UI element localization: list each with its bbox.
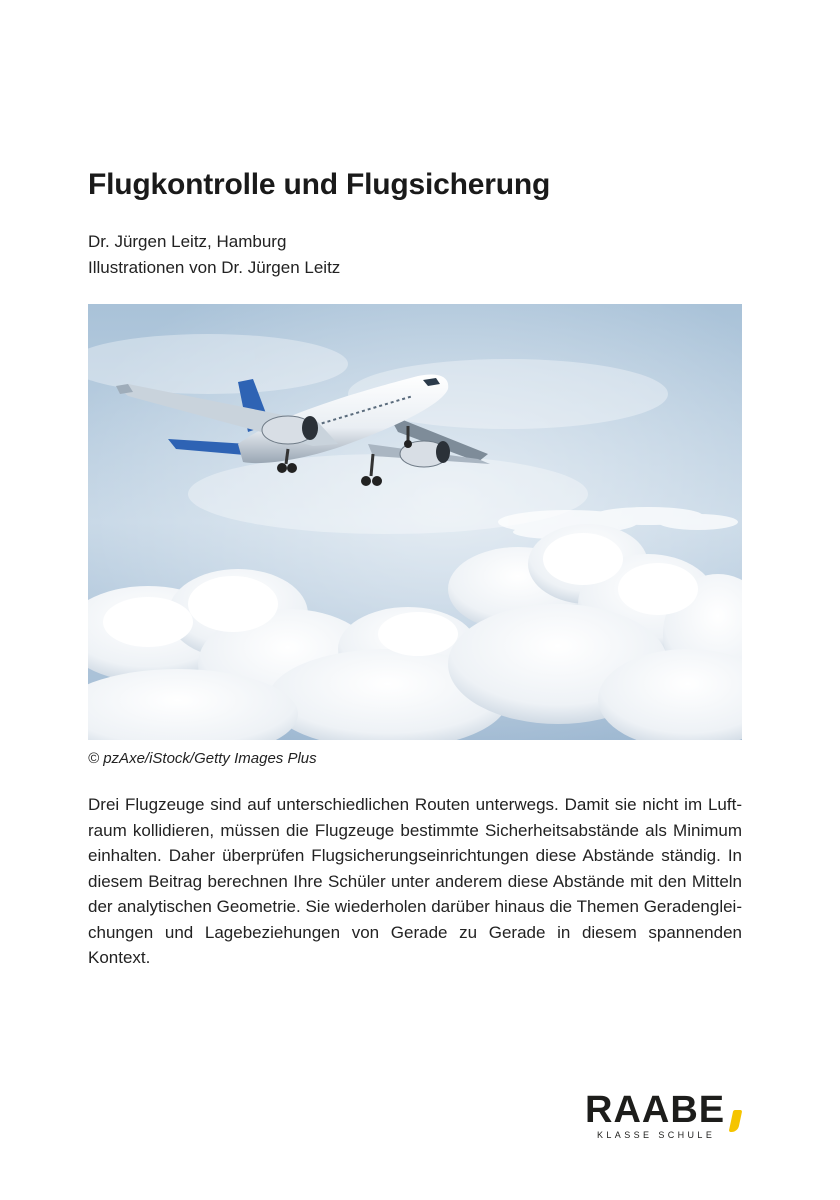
author-line: Dr. Jürgen Leitz, Hamburg: [88, 232, 287, 251]
page-title: Flugkontrolle und Flugsicherung: [88, 168, 551, 201]
airplane-in-clouds-image: [88, 304, 742, 740]
raabe-logo: [585, 1090, 755, 1140]
logo-wordmark: RAABE: [585, 1089, 726, 1131]
photo-credit: © pzAxe/iStock/Getty Images Plus: [88, 750, 317, 767]
airplane-photo: [88, 304, 742, 740]
author-block: [88, 229, 340, 281]
logo-comma-icon: [729, 1110, 743, 1132]
illustrator-line: Illustrationen von Dr. Jürgen Leitz: [88, 258, 341, 277]
intro-paragraph: Drei Flugzeuge sind auf unterschiedlichen Routen unterwegs. Damit sie nicht im Luftraum kollidieren, müssen die Flugzeuge bestimmte Sicherheitsabstände als Minimum einhalten. Daher überprüfen Flugsicherungseinrichtungen diese Abstände ständig. In diesem Beitrag berechnen Ihre Schüler unter anderem diese Abstände mit den Mitteln der analytischen Geometrie. Sie wiederholen darüber hinaus die Themen Geradengleichungen und Lagebeziehungen von Gerade zu Gerade in diesem spannenden Kontext.: [88, 795, 742, 967]
logo-tagline: KLASSE SCHULE: [597, 1130, 716, 1140]
